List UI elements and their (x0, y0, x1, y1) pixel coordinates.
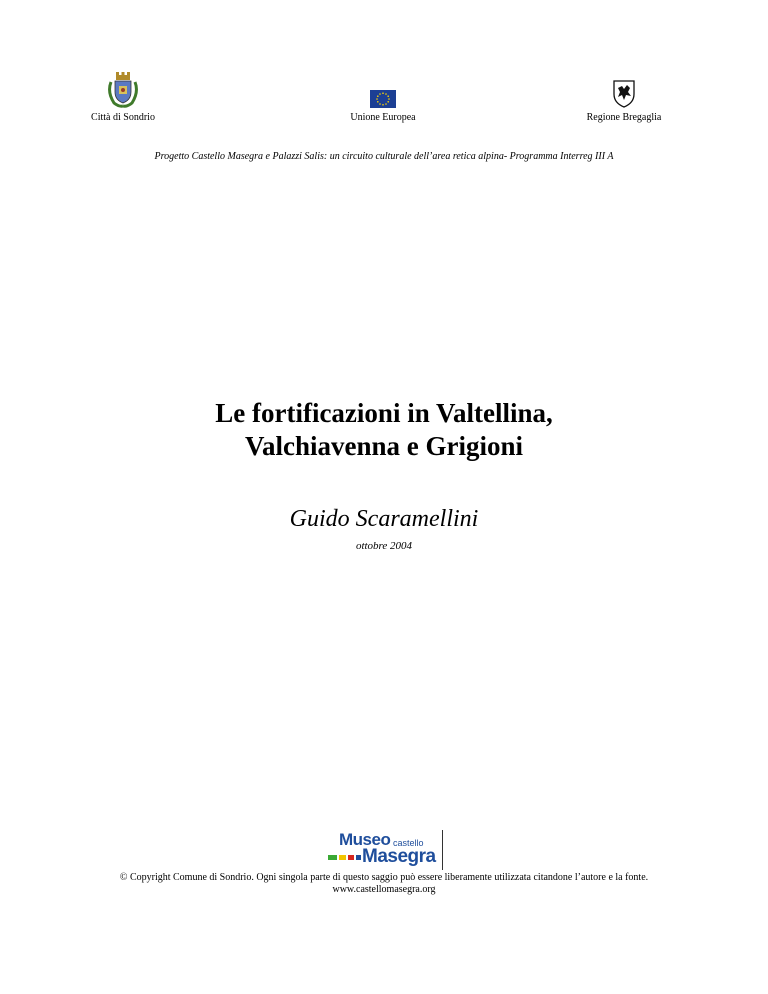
museo-logo-word-masegra: Masegra (362, 846, 436, 867)
bregaglia-crest-icon (613, 80, 635, 108)
header-logos (0, 72, 768, 132)
museo-logo-word-castello: castello (393, 838, 424, 848)
eu-flag-icon (370, 90, 396, 108)
sondrio-coat-of-arms (78, 72, 168, 123)
project-subtitle: Progetto Castello Masegra e Palazzi Salis: un circuito culturale dell’area retica alpina- Programma Interreg III A (154, 151, 614, 162)
document-title (0, 397, 768, 463)
title-line-2: Valchiavenna e Grigioni (244, 431, 524, 461)
sondrio-crest-icon (106, 72, 140, 108)
bregaglia-coat-of-arms (574, 72, 674, 123)
copyright-text: © Copyright Comune di Sondrio. Ogni singola parte di questo saggio può essere liberamente utilizzata citandone l’autore e la fonte. (119, 872, 649, 883)
author-name: Guido Scaramellini (289, 506, 479, 532)
eu-logo (338, 72, 428, 123)
copyright-notice (0, 872, 768, 896)
title-line-1: Le fortificazioni in Valtellina, (215, 398, 553, 428)
ue-label: Unione Europea (350, 112, 416, 123)
sondrio-label: Città di Sondrio (91, 112, 155, 123)
website-url: www.castellomasegra.org (332, 884, 436, 895)
museo-logo-word-museo: Museo (339, 830, 391, 849)
publication-date: ottobre 2004 (355, 540, 413, 552)
museo-castello-masegra-logo (322, 830, 446, 870)
museo-logo-divider (442, 830, 443, 870)
museo-logo-squares-icon (328, 855, 368, 863)
bregaglia-label: Regione Bregaglia (586, 112, 662, 123)
